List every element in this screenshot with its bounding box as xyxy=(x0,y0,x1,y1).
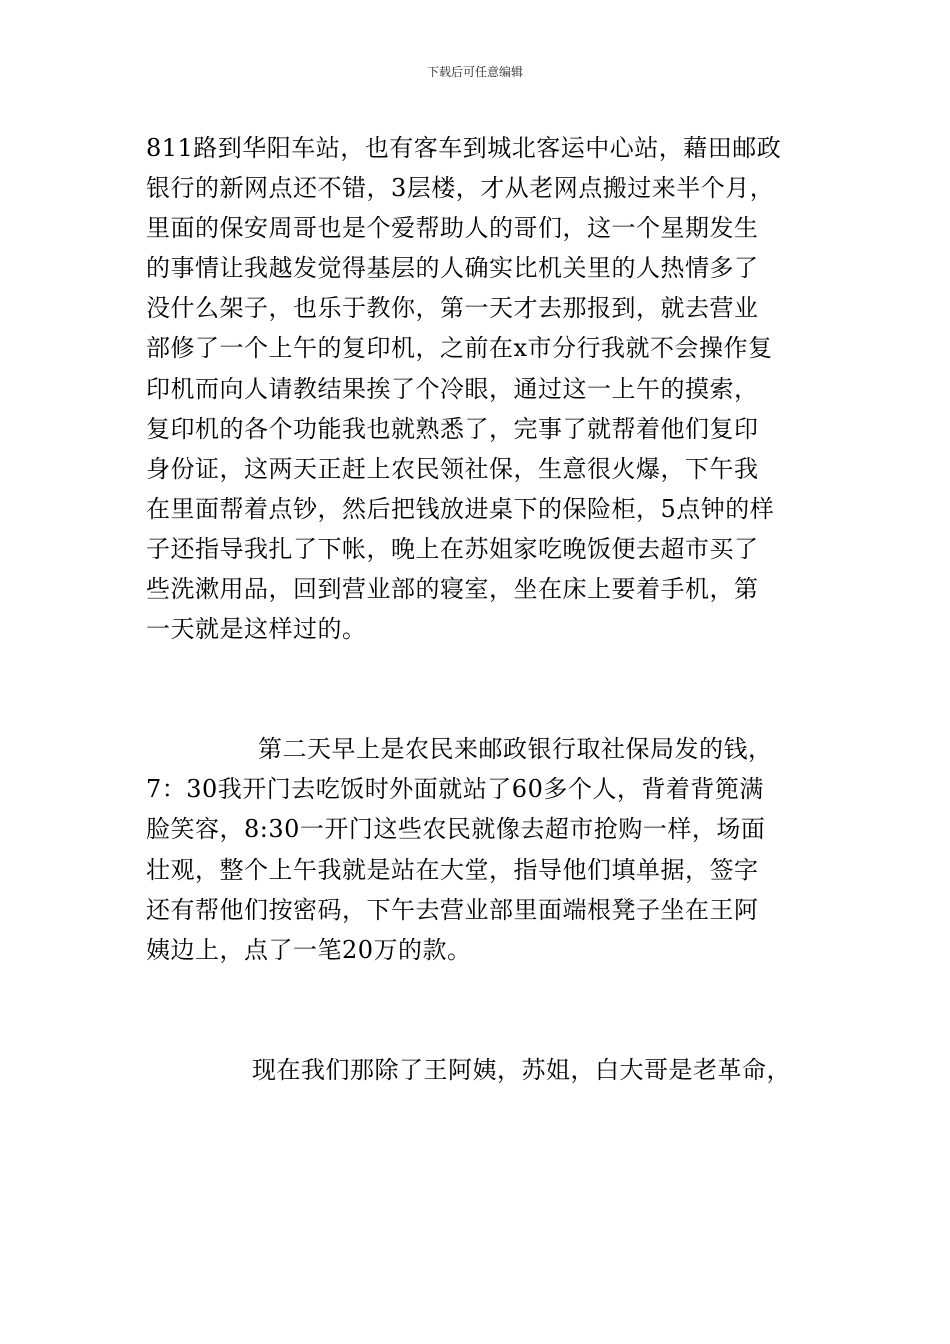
text-line: 7：30我开门去吃饭时外面就站了60多个人，背着背篼满 xyxy=(146,775,764,804)
text-line: 在里面帮着点钞，然后把钱放进桌下的保险柜，5点钟的样 xyxy=(146,494,775,523)
text-line: 部修了一个上午的复印机，之前在x市分行我就不会操作复 xyxy=(146,334,773,363)
page-header: 下载后可任意编辑 xyxy=(426,65,523,79)
paragraph-1 xyxy=(146,128,814,649)
text-line: 复印机的各个功能我也就熟悉了，完事了就帮着他们复印 xyxy=(146,414,759,443)
text-line: 脸笑容，8:30一开门这些农民就像去超市抢购一样，场面 xyxy=(146,815,766,844)
text-line: 的事情让我越发觉得基层的人确实比机关里的人热情多了 xyxy=(146,254,759,283)
text-line: 姨边上，点了一笔20万的款。 xyxy=(146,935,472,964)
text-line: 还有帮他们按密码，下午去营业部里面端根凳子坐在王阿 xyxy=(146,895,759,924)
text-line: 没什么架子，也乐于教你，第一天才去那报到，就去营业 xyxy=(146,294,759,323)
text-line: 第二天早上是农民来邮政银行取社保局发的钱， xyxy=(258,735,773,764)
text-line: 里面的保安周哥也是个爱帮助人的哥们，这一个星期发生 xyxy=(146,214,759,243)
text-line: 银行的新网点还不错，3层楼，才从老网点搬过来半个月， xyxy=(146,174,775,203)
paragraph-spacer xyxy=(146,970,814,1050)
paragraph-3 xyxy=(146,1050,814,1090)
text-line: 壮观，整个上午我就是站在大堂，指导他们填单据，签字 xyxy=(146,855,759,884)
text-line: 些洗漱用品，回到营业部的寝室，坐在床上要着手机，第 xyxy=(146,575,759,604)
paragraph-2 xyxy=(146,729,814,970)
text-line: 811路到华阳车站，也有客车到城北客运中心站，藉田邮政 xyxy=(146,134,782,162)
text-line: 子还指导我扎了下帐，晚上在苏姐家吃晚饭便去超市买了 xyxy=(146,534,759,563)
document-body xyxy=(146,128,814,1090)
text-line: 现在我们那除了王阿姨，苏姐，白大哥是老革命， xyxy=(252,1055,791,1084)
text-line: 身份证，这两天正赶上农民领社保，生意很火爆，下午我 xyxy=(146,454,759,483)
text-line: 印机而向人请教结果挨了个冷眼，通过这一上午的摸索， xyxy=(146,374,759,403)
text-line: 一天就是这样过的。 xyxy=(146,615,367,644)
paragraph-spacer xyxy=(146,649,814,729)
